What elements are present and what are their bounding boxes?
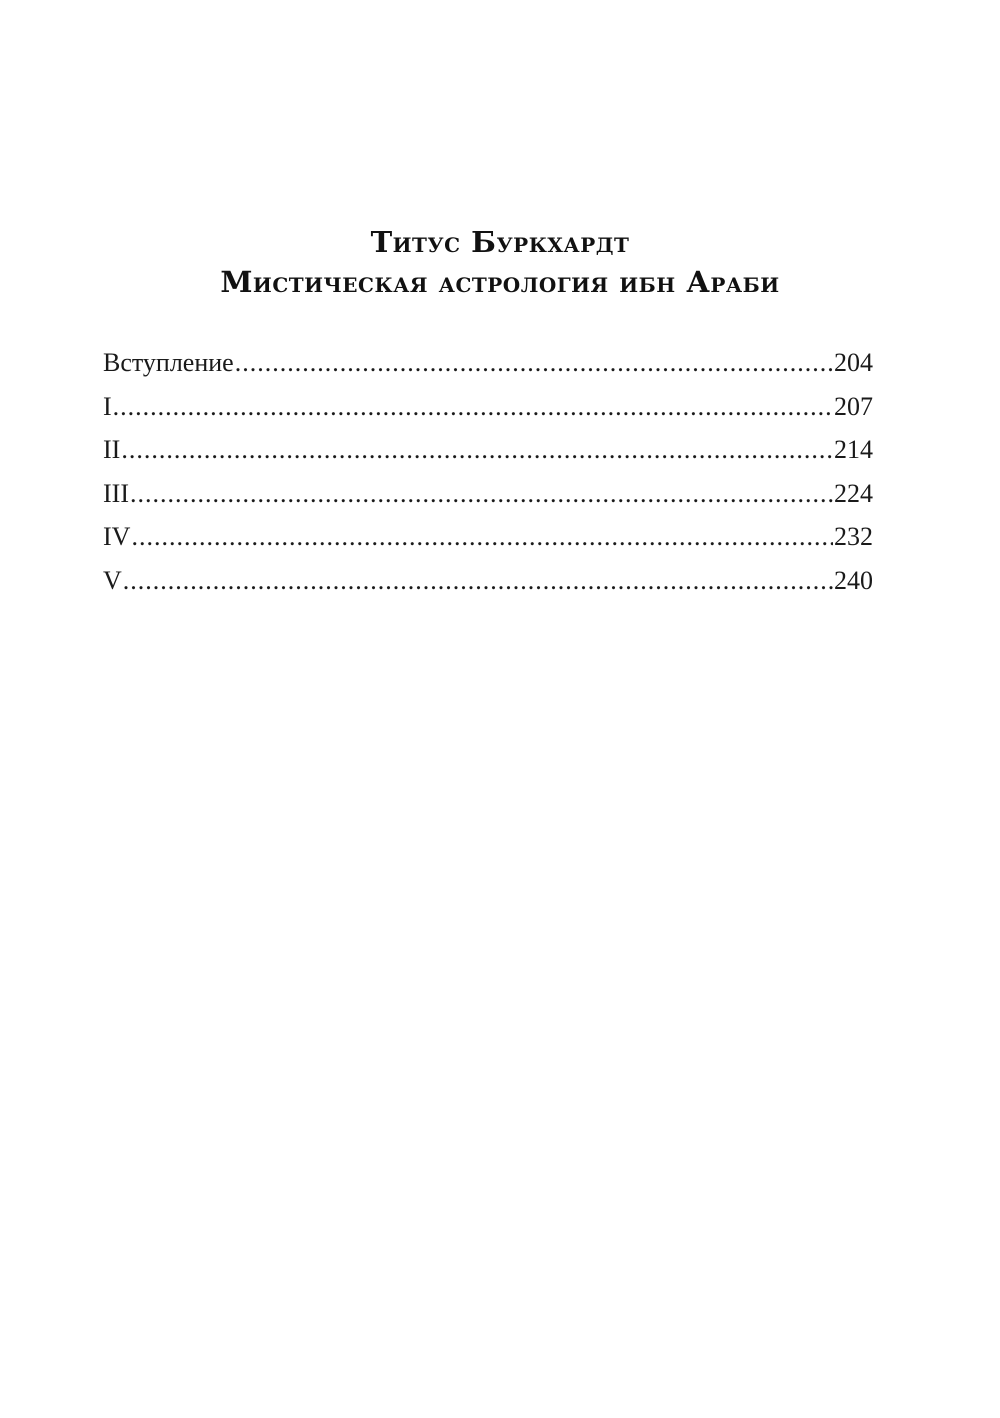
toc-entry[interactable] bbox=[103, 389, 873, 433]
title-block bbox=[0, 222, 1000, 302]
toc-entry-label: Вступление bbox=[103, 348, 234, 377]
toc-entry-page: 232 bbox=[834, 522, 873, 552]
toc-entry-page: 240 bbox=[834, 565, 873, 595]
work-title: Мистическая астрология ибн Араби bbox=[220, 265, 780, 299]
toc-entry-page: 207 bbox=[834, 391, 873, 421]
toc-leader-dots bbox=[121, 432, 833, 468]
toc-entry-label: II bbox=[103, 435, 121, 465]
toc-leader-dots bbox=[123, 563, 833, 599]
toc-entry-label: III bbox=[103, 478, 129, 508]
toc-entry[interactable] bbox=[103, 345, 873, 389]
table-of-contents bbox=[103, 345, 873, 607]
toc-entry[interactable] bbox=[103, 432, 873, 476]
toc-entry[interactable] bbox=[103, 476, 873, 520]
toc-entry[interactable] bbox=[103, 519, 873, 563]
toc-entry-label: I bbox=[103, 391, 112, 421]
toc-entry-page: 214 bbox=[834, 435, 873, 465]
toc-leader-dots bbox=[113, 389, 833, 425]
toc-leader-dots bbox=[235, 345, 833, 381]
toc-entry[interactable] bbox=[103, 563, 873, 607]
toc-leader-dots bbox=[130, 476, 833, 512]
toc-leader-dots bbox=[131, 519, 833, 555]
toc-entry-page: 204 bbox=[834, 348, 873, 377]
toc-entry-label: IV bbox=[103, 522, 131, 552]
author-title: Титус Буркхардт bbox=[370, 225, 630, 259]
toc-entry-label: V bbox=[103, 565, 122, 595]
toc-entry-page: 224 bbox=[834, 478, 873, 508]
